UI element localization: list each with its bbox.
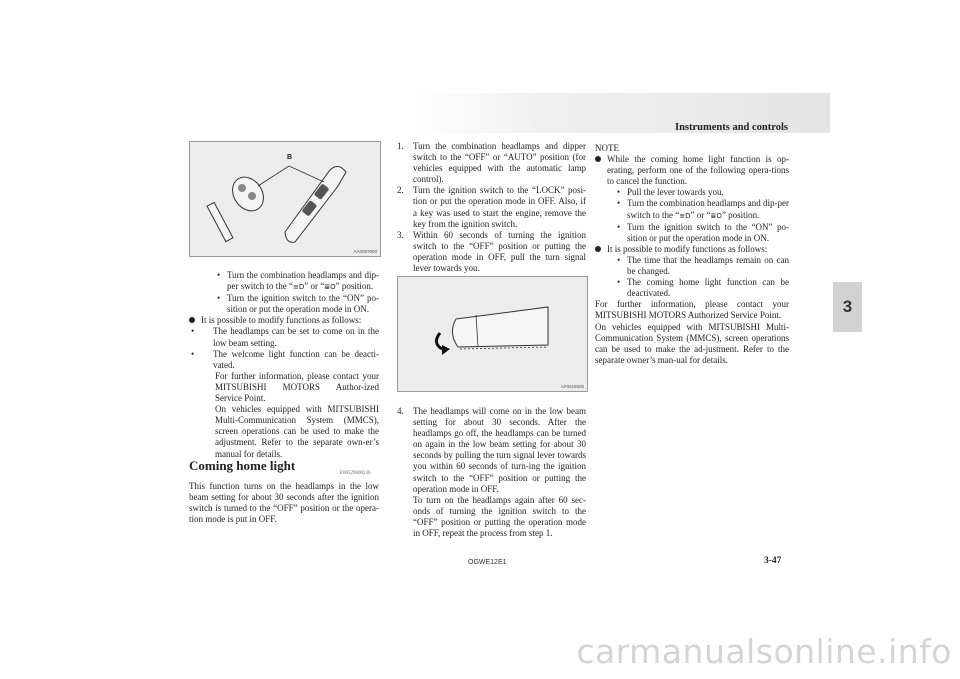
- paragraph: For further information, please contact your MITSUBISHI MOTORS Author-ized Service Point.: [215, 370, 379, 404]
- paragraph: To turn on the headlamps again after 60 sec-onds of turning the ignition switch to the “OFF” position or putting the operation mode in OFF, repeat the process from step 1.: [413, 494, 586, 539]
- site-watermark[interactable]: carmanualsonline.info: [576, 632, 952, 671]
- list-item: • The welcome light function can be deacti-vated.: [189, 349, 379, 371]
- list-item: • Turn the ignition switch to the “ON” po-sition or put the operation mode in ON.: [189, 293, 379, 315]
- figure-code: AA0097600: [353, 249, 377, 254]
- list-item: • The headlamps can be set to come on in the low beam setting.: [189, 326, 379, 348]
- bullet-dot-icon: [189, 317, 195, 323]
- list-item: It is possible to modify functions as follows:: [189, 315, 379, 326]
- list-item: • The coming home light function can be deactivated.: [595, 277, 789, 299]
- bullet-dot-icon: [595, 156, 601, 162]
- page-header-title: Instruments and controls: [675, 122, 788, 133]
- lever-figure: [397, 276, 588, 392]
- list-item: • Pull the lever towards you.: [595, 187, 789, 198]
- section-body: This function turns on the headlamps in the low beam setting for about 30 seconds after the ignition switch is turned to the “OFF” position or the opera-tion mode is put in OFF.: [189, 481, 379, 525]
- step-3: 3. Within 60 seconds of turning the ignition switch to the “OFF” position or putting the operation mode in OFF, pull the turn signal lever towards you.: [397, 229, 586, 274]
- figure-code: AF0015506: [560, 384, 584, 389]
- chapter-tab: 3: [833, 282, 862, 332]
- low-beam-icon: ≡D: [679, 211, 691, 220]
- list-item: • Turn the combination headlamps and dip-per switch to the “≡D” or “≣O” position.: [189, 270, 379, 293]
- column-1: [189, 270, 379, 460]
- step-1: 1. Turn the combination headlamps and dipper switch to the “OFF” or “AUTO” position (for vehicles equipped with the automatic lamp control).: [397, 141, 586, 185]
- step-2: 2. Turn the ignition switch to the “LOCK” posi-tion or put the operation mode in OFF. Also, if a key was used to start the engine, remove the key from the ignition switch.: [397, 185, 586, 229]
- section-code: E00529000236: [340, 471, 371, 476]
- list-item: • Turn the ignition switch to the “ON” po-sition or put the operation mode in ON.: [595, 222, 789, 244]
- paragraph: On vehicles equipped with MITSUBISHI Multi-Communication System (MMCS), screen operations can be used to make the adjustment. Refer to the separate own-er’s manual for details.: [215, 404, 379, 459]
- callout-label-b: B: [287, 154, 293, 161]
- step-4: 4. The headlamps will come on in the low beam setting for about 30 seconds. After the headlamps go off, the headlamps can be turned on again in the low beam setting for about 30 seconds by pulling the turn signal lever towards you within 60 seconds of turn-ing the ignition switch to the “OFF” position or putting the operation mode in OFF.: [397, 406, 586, 494]
- list-item: • Turn the combination headlamps and dip-per switch to the “≡D” or “≣O” position.: [595, 198, 789, 221]
- page-number: 3-47: [764, 556, 782, 566]
- footer-code: OGWE12E1: [468, 559, 507, 566]
- bullet-dot-icon: [595, 246, 601, 252]
- list-item: While the coming home light function is op-erating, perform one of the following opera-tions to cancel the function.: [595, 154, 789, 187]
- headlamp-off-icon: ≣O: [324, 283, 336, 292]
- paragraph: For further information, please contact your MITSUBISHI MOTORS Authorized Service Point.: [595, 299, 789, 321]
- key-figure: [189, 141, 381, 257]
- list-item: It is possible to modify functions as follows:: [595, 244, 789, 255]
- note-heading: NOTE: [595, 143, 619, 153]
- column-3: [595, 143, 789, 366]
- low-beam-icon: ≡D: [292, 283, 305, 292]
- list-item: • The time that the headlamps remain on can be changed.: [595, 255, 789, 277]
- key-illustration: [190, 142, 380, 256]
- column-2-continued: [397, 406, 586, 539]
- section-title: Coming home light: [189, 458, 296, 473]
- headlamp-off-icon: ≣O: [710, 211, 722, 220]
- column-2: [397, 141, 586, 274]
- lever-illustration: [398, 277, 587, 391]
- paragraph: On vehicles equipped with MITSUBISHI Multi-Communication System (MMCS), screen operations can be used to make the ad-justment. Refer to the separate owner’s man-ual for details.: [595, 321, 789, 365]
